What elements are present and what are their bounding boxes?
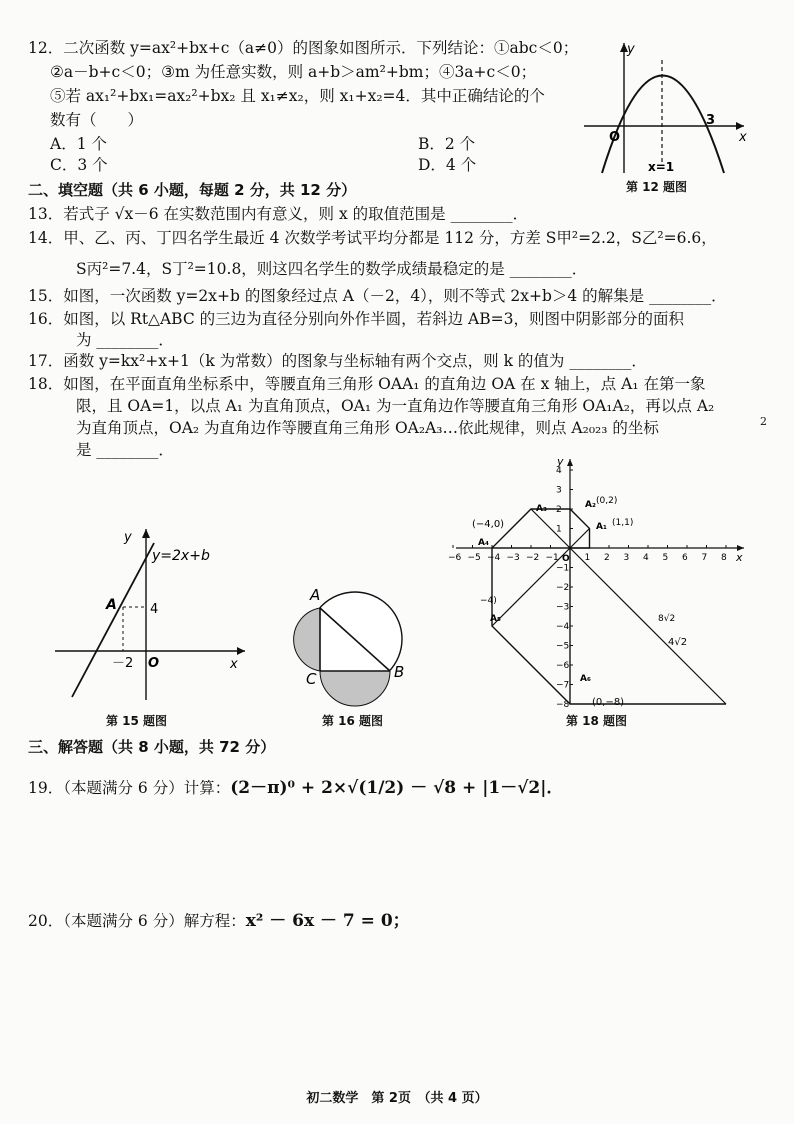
fig18-label-a3: A₃: [536, 504, 547, 514]
q13: 13．若式子 √x－6 在实数范围内有意义，则 x 的取值范围是 ________．: [28, 205, 529, 223]
fig18-origin: O: [562, 554, 570, 564]
fig18-note-p6: 8√2: [658, 614, 676, 624]
fig18-x-tick-label: 4: [643, 553, 649, 563]
fig18-label-a4: A₄: [478, 538, 489, 548]
fig18-y-tick-label: −2: [556, 583, 570, 593]
fig18-x-tick-label: −1: [545, 553, 559, 563]
fig15-x: x: [230, 657, 238, 672]
fig18-y-tick-label: −4: [556, 622, 570, 632]
fig18-x-tick-label: 5: [662, 553, 669, 563]
q19-prefix: 19．（本题满分 6 分）计算：: [28, 779, 231, 797]
fig18-y-tick-label: −6: [556, 661, 570, 671]
q14-line1: 14．甲、乙、丙、丁四名学生最近 4 次数学考试平均分都是 112 分，方差 S甲²=2.2，S乙²=6.6，: [28, 229, 717, 247]
fig18-note-p1: (−4,0): [472, 519, 505, 530]
fig18-y-label: y: [557, 455, 564, 468]
q20-expression: x² － 6x － 7 = 0；: [245, 911, 410, 931]
fig18-y-tick-label: 1: [556, 524, 562, 535]
fig18-spiral-outline: [492, 509, 726, 704]
fig18-x-tick-label: −3: [506, 553, 520, 563]
fig18-x-tick-label: −5: [467, 553, 481, 563]
fig18-x-tick-label: 7: [701, 553, 708, 563]
fig18-x-tick-label: 6: [682, 553, 688, 563]
fig18-label-a2: A₂: [585, 500, 596, 510]
q15: 15．如图，一次函数 y=2x+b 的图象经过点 A（－2，4），则不等式 2x+b＞4 的解集是 ________．: [28, 287, 727, 305]
q17: 17．函数 y=kx²+x+1（k 为常数）的图象与坐标轴有两个交点，则 k 的值为 ________．: [28, 352, 647, 370]
fig16-label-c: C: [306, 670, 317, 688]
fig18-x-tick-label: −4: [487, 553, 501, 563]
fig18-label-a5: A₅: [490, 614, 501, 624]
fig18-y-tick-label: −1: [556, 563, 570, 574]
section2-heading: 二、填空题（共 6 小题，每题 2 分，共 12 分）: [28, 181, 357, 199]
fig12-origin: O: [609, 130, 621, 145]
fig18-y-arrow: [567, 459, 573, 466]
q19: [28, 778, 563, 798]
fig18-y-tick-label: −7: [556, 680, 570, 691]
fig16-label-b: B: [394, 663, 405, 681]
fig18-note-p7: 4√2: [668, 637, 688, 648]
fig12-caption: 第 12 题图: [626, 180, 688, 194]
fig18-y-tick-label: 2: [556, 505, 562, 515]
fig18-ray: [570, 548, 726, 704]
fig15-four: 4: [150, 602, 159, 617]
fig12-x-label: x: [739, 130, 747, 145]
q12-option-b: B．2 个: [418, 135, 476, 153]
fig18-y-tick-label: −8: [556, 700, 570, 710]
fig18-y-tick-label: 3: [556, 485, 562, 496]
fig18-triangles: [492, 509, 726, 704]
q16-line2: 为 ________．: [76, 331, 174, 349]
fig18-y-tick-label: −3: [556, 602, 570, 613]
fig15-origin: O: [148, 656, 160, 671]
fig12-y-label: y: [627, 42, 635, 57]
fig12-three: 3: [706, 113, 716, 128]
fig18-caption: 第 18 题图: [566, 714, 628, 728]
q19-expression: (2－π)⁰ + 2×√(1/2) － √8 + |1－√2|．: [230, 778, 564, 798]
q12-option-a: A．1 个: [50, 135, 107, 153]
fig12-parabola: [584, 38, 754, 178]
fig18-x-tick-label: 1: [584, 553, 591, 563]
fig18-note-p5: −4): [480, 596, 497, 606]
fig18-x-tick-label: 3: [623, 553, 630, 563]
fig18-x-tick-label: −6: [448, 553, 462, 563]
q12-line1: 12．二次函数 y=ax²+bx+c（a≠0）的图象如图所示．下列结论：①abc＜0；: [28, 39, 579, 57]
q12-line3: ⑤若 ax₁²+bx₁=ax₂²+bx₂ 且 x₁≠x₂，则 x₁+x₂=4．其中正确结论的个: [50, 87, 545, 105]
q14-line2: S丙²=7.4，S丁²=10.8，则这四名学生的数学成绩最稳定的是 ________．: [76, 260, 588, 278]
fig15-linear-graph: [50, 525, 250, 705]
fig16-caption: 第 16 题图: [322, 714, 384, 728]
q12-line2: ②a－b+c＜0；③m 为任意实数，则 a+b＞am²+bm；④3a+c＜0；: [50, 63, 537, 81]
q20-prefix: 20．（本题满分 6 分）解方程：: [28, 912, 246, 930]
fig15-neg2: －2: [112, 656, 134, 671]
fig18-ray: [531, 509, 570, 548]
fig18-ray: [570, 529, 590, 549]
fig18-x-label: x: [736, 551, 743, 564]
q18-line2: 限，且 OA=1，以点 A₁ 为直角顶点，OA₁ 为一直角边作等腰直角三角形 OA₁A₂，再以点 A₂: [76, 397, 715, 415]
q20: [28, 911, 410, 931]
fig15-y: y: [124, 530, 132, 545]
fig12-axis-label: x=1: [648, 160, 675, 174]
fig15-caption: 第 15 题图: [106, 714, 168, 728]
fig18-note-p3: (1,1): [612, 518, 634, 528]
q18-line1: 18．如图，在平面直角坐标系中，等腰直角三角形 OAA₁ 的直角边 OA 在 x 轴上，点 A₁ 在第一象: [28, 375, 706, 393]
fig18-x-tick-label: −2: [526, 553, 540, 563]
fig18-label-a1: A₁: [596, 522, 607, 532]
section3-heading: 三、解答题（共 8 小题，共 72 分）: [28, 738, 276, 756]
fig18-note-p2: (0,2): [596, 496, 618, 506]
fig15-point-a: A: [106, 597, 117, 613]
q16-line1: 16．如图，以 Rt△ABC 的三边为直径分别向外作半圆，若斜边 AB=3，则图中阴影部分的面积: [28, 310, 684, 328]
fig18-coordinate-grid: [448, 455, 752, 710]
fig18-y-tick-label: −5: [556, 641, 570, 652]
q12-option-d: D．4 个: [418, 156, 477, 174]
q18-line3: 为直角顶点，OA₂ 为直角边作等腰直角三角形 OA₂A₃…依此规律，则点 A₂₀₂₃ 的坐标: [76, 419, 659, 437]
q12-line4: 数有（ ）: [50, 111, 144, 129]
fig18-x-tick-label: 2: [604, 553, 610, 563]
fig16-semicircles: [290, 583, 420, 708]
fig15-line-label: y=2x+b: [152, 548, 210, 564]
fig18-y-tick-label: 4: [556, 466, 562, 476]
fig18-label-a6: A₆: [580, 674, 591, 684]
q12-option-c: C．3 个: [50, 156, 108, 174]
q18-line4: 是 ________．: [76, 441, 174, 459]
fig16-label-a: A: [310, 586, 321, 604]
fig18-x-tick-label: 8: [721, 553, 727, 563]
page-footer: 初二数学 第 2页 （共 4 页）: [306, 1091, 488, 1106]
fig18-note-p4: (0,−8): [592, 697, 625, 708]
q18-margin-note: 2: [760, 415, 767, 428]
